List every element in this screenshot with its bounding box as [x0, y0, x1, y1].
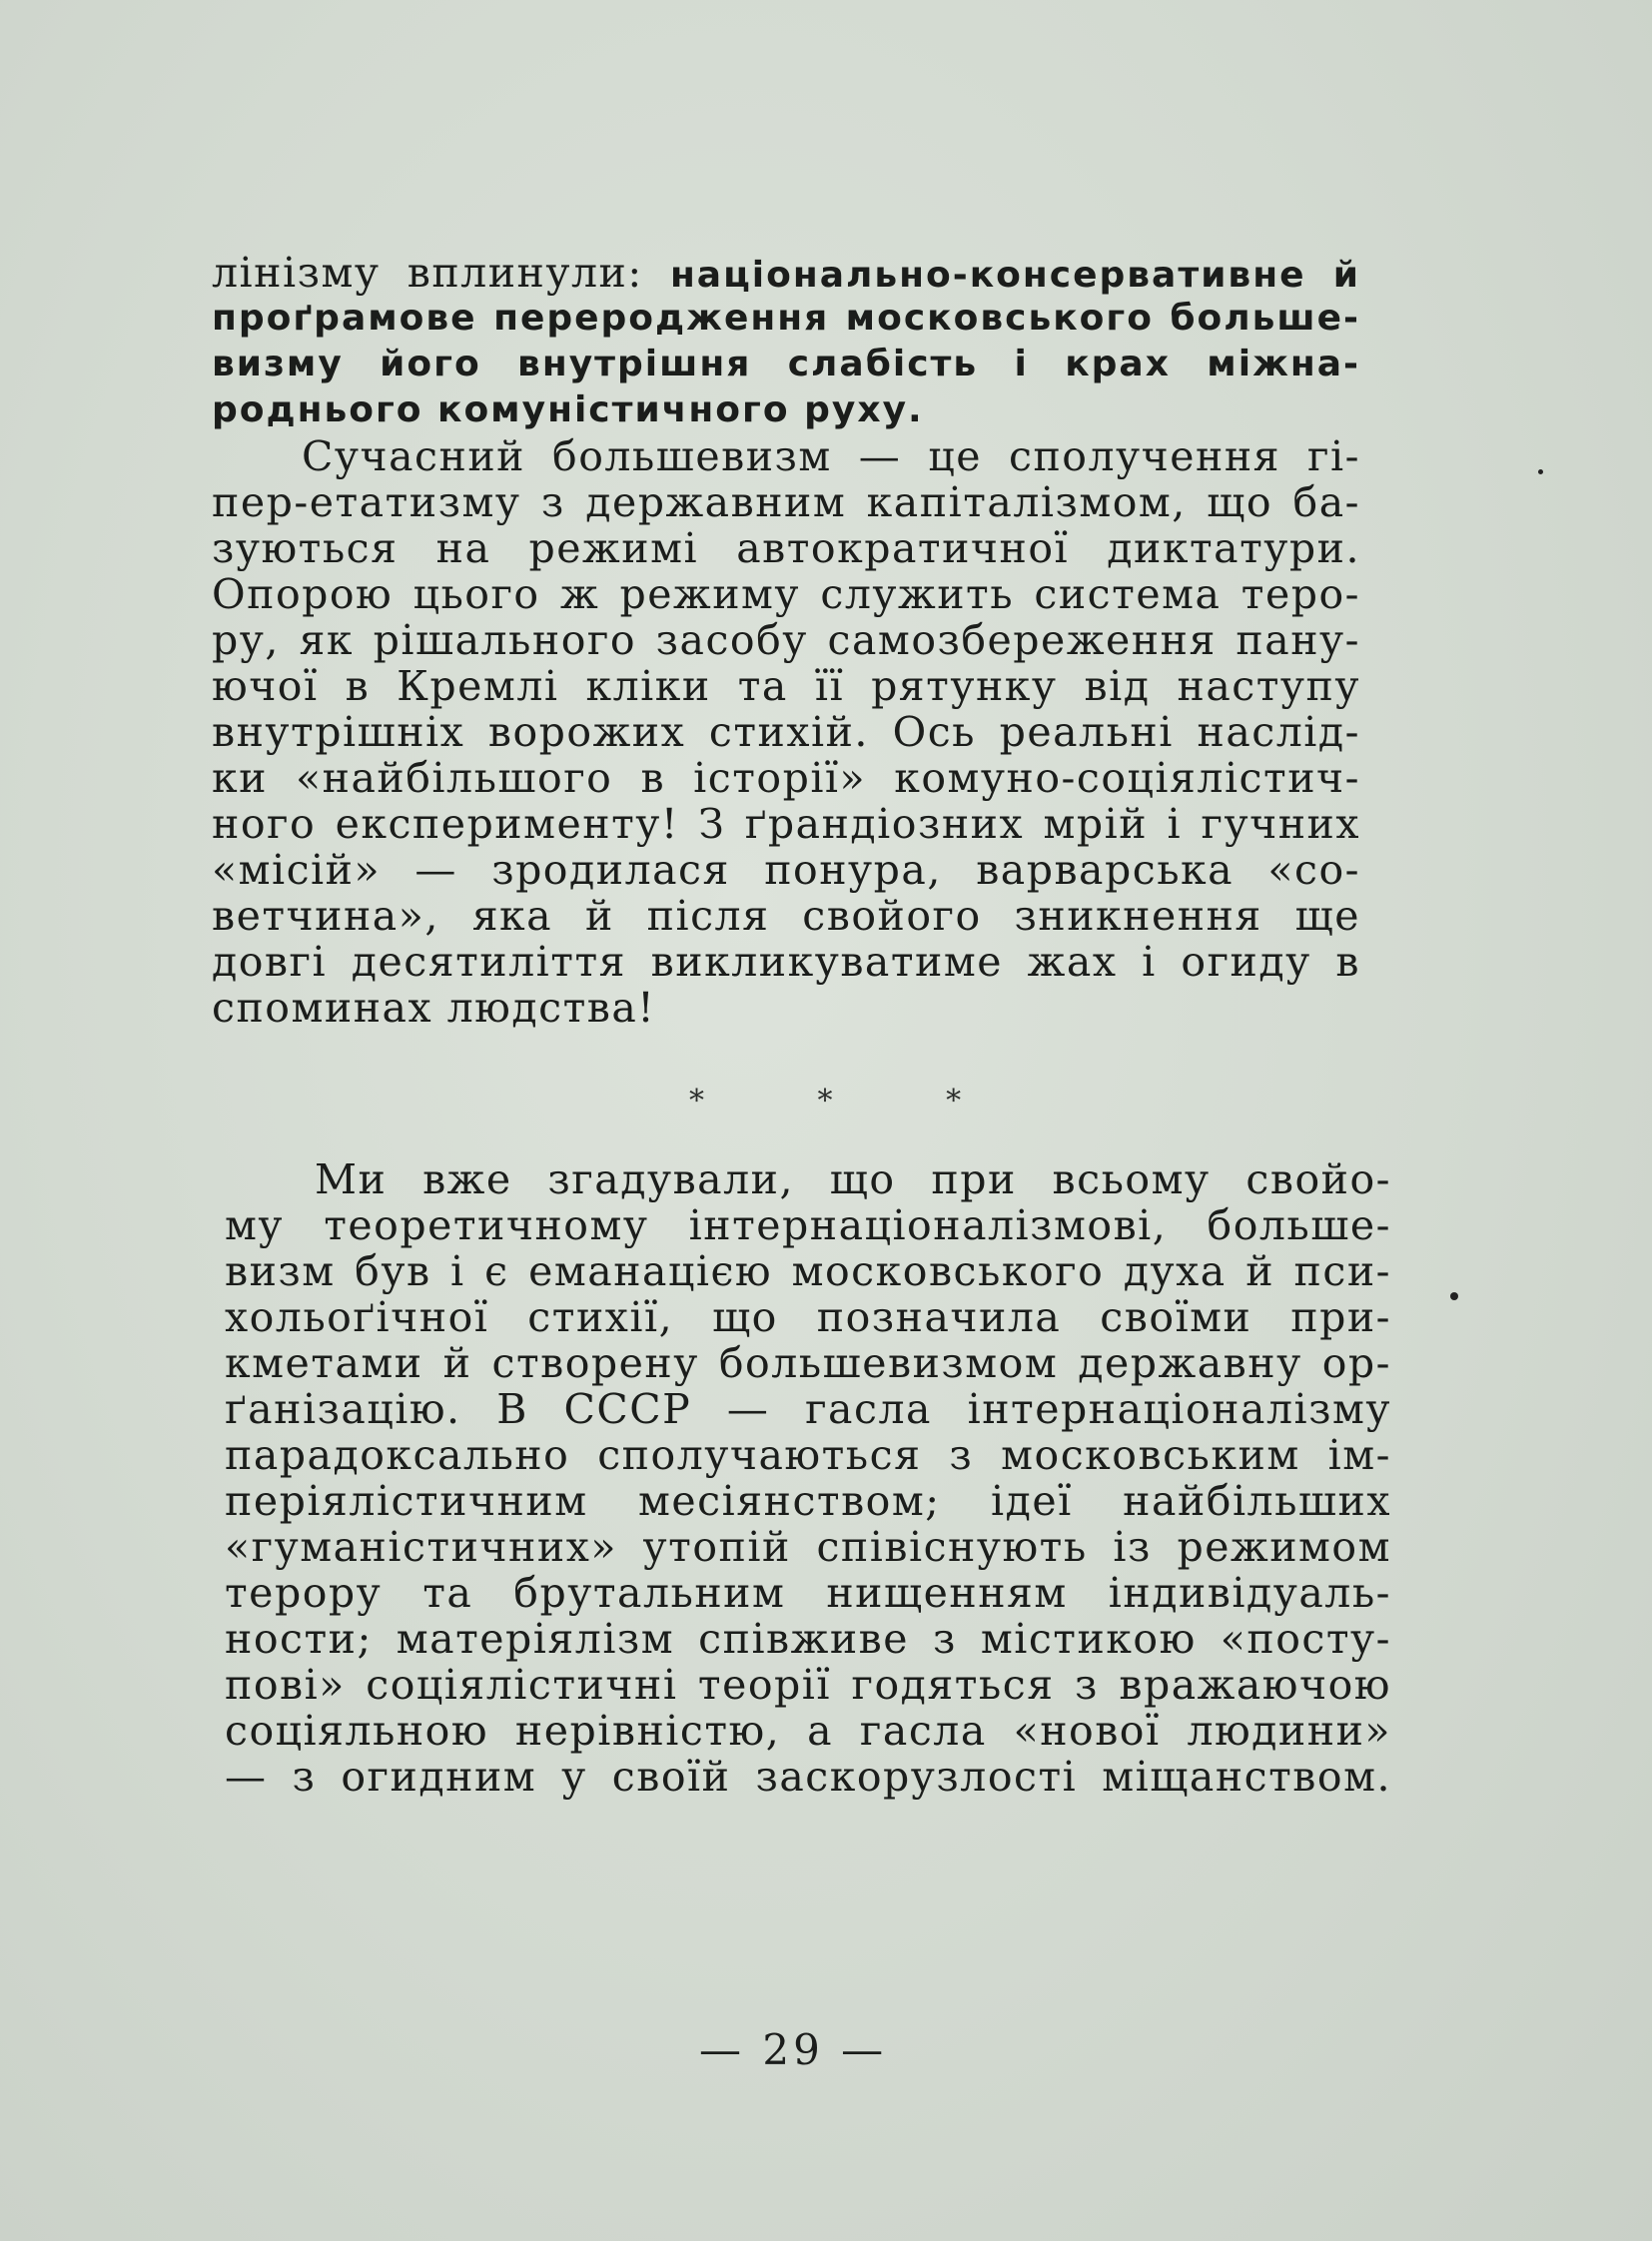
text-line: Ми вже згадували, що при всьому свойо- [315, 1155, 1391, 1203]
text-line: проґрамове переродження московського больше- [212, 298, 1360, 339]
paragraph-1 [212, 250, 1360, 1031]
ink-speck-mark [1450, 1292, 1458, 1300]
text-line: внутрішніх ворожих стихій. Ось реальні наслід- [212, 708, 1360, 756]
text-line: визму його внутрішня слабість і крах міжна- [212, 344, 1360, 384]
text-line: парадоксально сполучаються з московським ім- [225, 1431, 1391, 1479]
text-line: ного експерименту! З ґрандіозних мрій і гучних [212, 800, 1360, 848]
section-separator: * * * [689, 1084, 1014, 1119]
text-line: «гуманістичних» утопій співіснують із режимом [225, 1523, 1391, 1571]
text-line: му теоретичному інтернаціоналізмові, больше- [225, 1201, 1391, 1249]
text-line: пові» соціялістичні теорії годяться з вражаючою [225, 1661, 1391, 1709]
text-line: «місій» — зродилася понура, варварська «со- [212, 846, 1360, 894]
text-line: періялістичним месіянством; ідеї найбільших [225, 1477, 1391, 1525]
text-line: Сучасний большевизм — це сполучення гі- [302, 432, 1360, 480]
text-line: — з огидним у своїй заскорузлості міщанством. [225, 1753, 1391, 1801]
text-line: зуються на режимі автократичної диктатури. [212, 524, 1360, 572]
page-number: — 29 — [699, 2025, 888, 2074]
text-line: лінізму вплинули: національно-консервативне й [212, 249, 1360, 297]
ink-speck-mark [1538, 469, 1543, 474]
text-line: пер-етатизму з державним капіталізмом, що ба- [212, 478, 1360, 526]
text-line: роднього комуністичного руху. [212, 389, 924, 430]
text-line: терору та брутальним нищенням індивідуаль- [225, 1569, 1391, 1617]
text-line: кметами й створену большевизмом державну ор- [225, 1339, 1391, 1387]
text-line: ности; матеріялізм співживе з містикою «посту- [225, 1615, 1391, 1663]
text-line: ки «найбільшого в історії» комуно-соціялістич- [212, 754, 1360, 802]
text-line: ветчина», яка й після свойого зникнення ще [212, 892, 1360, 940]
text-line: соціяльною нерівністю, а гасла «нової людини» [225, 1707, 1391, 1755]
text-line: споминах людства! [212, 984, 656, 1032]
paragraph-2 [225, 1156, 1391, 1800]
text-line: ру, як рішального засобу самозбереження пану- [212, 616, 1360, 664]
text-line: ґанізацію. В СССР — гасла інтернаціоналізму [225, 1385, 1391, 1433]
text-line: хольоґічної стихії, що позначила своїми при- [225, 1293, 1391, 1341]
text-line: довгі десятиліття викликуватиме жах і огиду в [212, 938, 1360, 986]
text-line: ючої в Кремлі кліки та її рятунку від наступу [212, 662, 1360, 710]
text-line: визм був і є еманацією московського духа й пси- [225, 1247, 1391, 1295]
text-line: Опорою цього ж режиму служить система теро- [212, 570, 1360, 618]
